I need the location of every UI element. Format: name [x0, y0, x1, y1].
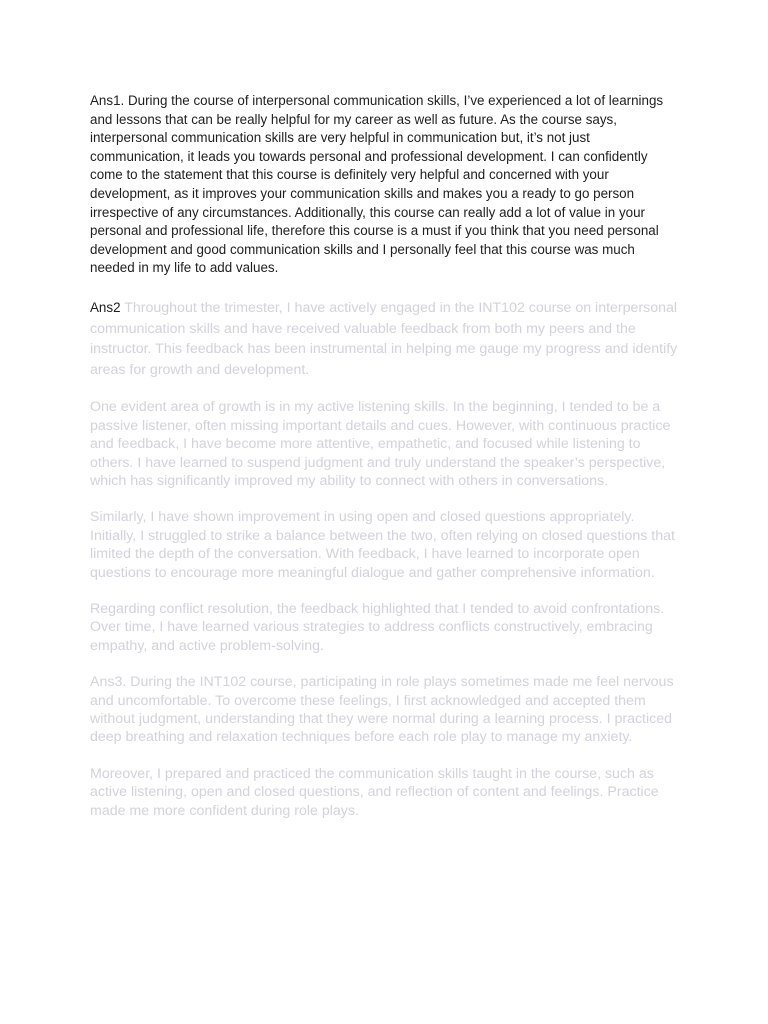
questions-paragraph: Similarly, I have shown improvement in using open and closed questions appropriately. Initially, I struggled to strike a balance between the two, often relying on closed questions that limited the depth of the conversation. With feedback, I have learned to incorporate open questions to encourage more meaningful dialogue and gather comprehensive information.	[90, 509, 675, 581]
active-listening-paragraph: One evident area of growth is in my active listening skills. In the beginning, I tended to be a passive listener, often missing important details and cues. However, with continuous practice and feedback, I have become more attentive, empathetic, and focused while listening to others. I have learned to suspend judgment and truly understand the speaker’s perspective, which has significantly improved my ability to connect with others in conversations.	[90, 399, 671, 489]
answer-2-label: Ans2	[90, 299, 121, 315]
answer-1-paragraph: Ans1. During the course of interpersonal communication skills, I’ve experienced a lot of learnings and lessons that can be really helpful for my career as well as future. As the course says, interpersonal communication skills are very helpful in communication but, it’s not just communication, it leads you towards personal and professional development. I can confidently come to the statement that this course is definitely very helpful and concerned with your development, as it improves your communication skills and makes you a ready to go person irrespective of any circumstances. Additionally, this course can really add a lot of value in your personal and professional life, therefore this course is a must if you think that you need personal development and good communication skills and I personally feel that this course was much needed in my life to add values.	[90, 93, 664, 276]
document-body	[90, 92, 680, 820]
answer-2-intro-paragraph	[90, 298, 680, 380]
preparation-paragraph: Moreover, I prepared and practiced the communication skills taught in the course, such as active listening, open and closed questions, and reflection of content and feelings. Practice made me more confident during role plays.	[90, 765, 659, 819]
conflict-resolution-paragraph: Regarding conflict resolution, the feedback highlighted that I tended to avoid confrontations. Over time, I have learned various strategies to address conflicts constructively, embracing empathy, and active problem-solving.	[90, 600, 665, 654]
answer-3-paragraph: Ans3. During the INT102 course, participating in role plays sometimes made me feel nervous and uncomfortable. To overcome these feelings, I first acknowledged and accepted them without judgment, understanding that they were normal during a learning process. I practiced deep breathing and relaxation techniques before each role play to manage my anxiety.	[90, 674, 674, 746]
answer-2-intro-text: Throughout the trimester, I have actively engaged in the INT102 course on interpersonal communication skills and have received valuable feedback from both my peers and the instructor. This feedback has been instrumental in helping me gauge my progress and identify areas for growth and development.	[90, 299, 678, 378]
